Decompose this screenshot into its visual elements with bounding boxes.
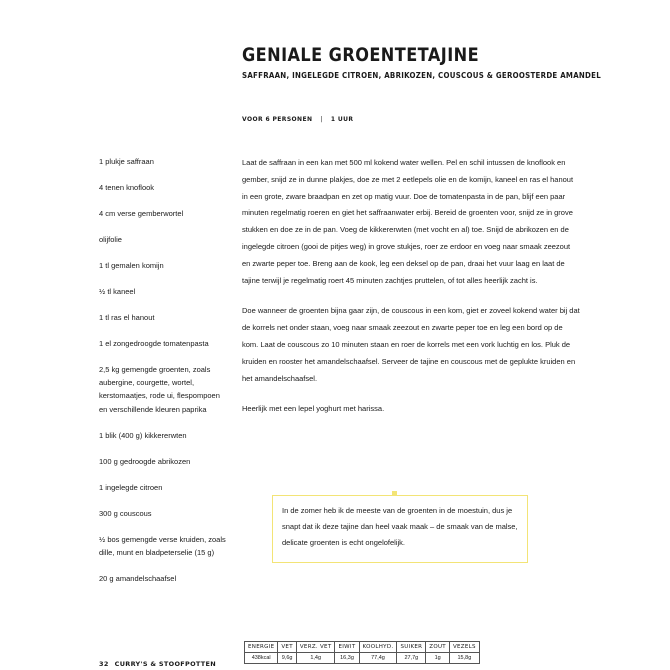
time-label: 1 UUR (330, 116, 354, 123)
nutrition-value: 15,8g (449, 653, 479, 664)
ingredient-item: 1 el zongedroogde tomatenpasta (99, 339, 209, 348)
nutrition-header: ZOUT (426, 642, 450, 653)
nutrition-header: EIWIT (335, 642, 359, 653)
recipe-title: GENIALE GROENTETAJINE (242, 44, 480, 66)
method-paragraph: Heerlijk met een lepel yoghurt met harissa. (242, 404, 385, 414)
ingredient-item: 1 ingelegde citroen (99, 482, 163, 492)
method-paragraph: Doe wanneer de groenten bijna gaar zijn, de couscous in een kom, giet er zoveel kokend water bij dat de korrels net onder staan, voeg naar smaak zeezout en zwarte peper toe en leg een bord op de kom. Laat de couscous zo 10 minuten staan en roer de korrels met een vork luchtig en los. Pluk de kruiden en rooster het amandelschaafsel. Serveer de tajine en couscous met de geplukte kruiden en het amandelschaafsel. (242, 306, 580, 383)
nutrition-header: ENERGIE (245, 642, 278, 653)
nutrition-value: 27,7g (397, 653, 426, 664)
nutrition-header-row (245, 642, 480, 653)
servings-label: VOOR 6 PERSONEN (242, 116, 313, 123)
nutrition-value: 9,6g (278, 653, 297, 664)
method-text (242, 155, 580, 432)
ingredient-item: 1 blik (400 g) kikkererwten (99, 430, 187, 440)
page-number: 32 (99, 660, 109, 668)
ingredient-item: 20 g amandelschaafsel (99, 574, 177, 584)
method-paragraph: Laat de saffraan in een kan met 500 ml kokend water wellen. Pel en schil intussen de knoflook en gember, snijd ze in dunne plakjes, doe ze met 2 eetlepels olie en de komijn, kaneel en ras el hanout in een grote, zware braadpan en zet op matig vuur. Doe de tomatenpasta in de pan, blijf een paar minuten regelmatig roeren en giet het saffraanwater erbij. Bereid de groenten voor, snijd ze in grove stukken en doe ze in de pan. Voeg de kikkererwten (met vocht en al) toe. Snijd de abrikozen en de ingelegde citroen (gooi de pitjes weg) in grove stukjes, roer ze erdoor en voeg naar smaak zeezout en zwarte peper toe. Breng aan de kook, leg een deksel op de pan, draai het vuur laag en laat de tajine terwijl je regelmatig roert 45 minuten zachtjes pruttelen, of tot alles heerlijk zacht is. (242, 158, 574, 285)
nutrition-header: KOOLHYD. (359, 642, 397, 653)
ingredient-item: 300 g couscous (99, 508, 152, 518)
ingredient-item: 1 plukje saffraan (99, 157, 154, 166)
nutrition-table (244, 641, 480, 664)
meta-separator: | (320, 116, 323, 123)
ingredient-list (99, 155, 229, 585)
ingredient-item: 100 g gedroogde abrikozen (99, 456, 191, 466)
ingredient-item: 1 tl gemalen komijn (99, 261, 164, 270)
ingredient-item: ½ bos gemengde verse kruiden, zoals dille, munt en bladpeterselie (15 g) (99, 534, 226, 558)
ingredient-item: ½ tl kaneel (99, 287, 136, 296)
nutrition-header: VET (278, 642, 297, 653)
section-name: CURRY'S & STOOFPOTTEN (114, 660, 217, 668)
ingredient-item: 2,5 kg gemengde groenten, zoals aubergine, courgette, wortel, kerstomaatjes, rode ui, flespompoen en verschillende kleuren paprika (99, 365, 220, 414)
nutrition-header: VERZ. VET (296, 642, 335, 653)
nutrition-value: 1,4g (296, 653, 335, 664)
page-footer (99, 660, 216, 668)
ingredient-item: 1 tl ras el hanout (99, 313, 155, 322)
nutrition-value: 438kcal (245, 653, 278, 664)
nutrition-value-row (245, 653, 480, 664)
nutrition-value: 16,3g (335, 653, 359, 664)
ingredient-item: 4 tenen knoflook (99, 183, 155, 192)
recipe-subtitle: SAFFRAAN, INGELEGDE CITROEN, ABRIKOZEN, COUSCOUS & GEROOSTERDE AMANDEL (242, 71, 601, 80)
ingredient-item: 4 cm verse gemberwortel (99, 209, 184, 218)
nutrition-value: 1g (426, 653, 450, 664)
nutrition-value: 77,4g (359, 653, 397, 664)
recipe-meta (242, 116, 353, 123)
nutrition-header: SUIKER (397, 642, 426, 653)
tip-box: In de zomer heb ik de meeste van de groenten in de moestuin, dus je snapt dat ik deze tajine dan heel vaak maak – de smaak van de malse, delicate groenten is echt ongelofelijk. (272, 495, 528, 563)
nutrition-header: VEZELS (449, 642, 479, 653)
ingredient-item: olijfolie (99, 235, 122, 244)
